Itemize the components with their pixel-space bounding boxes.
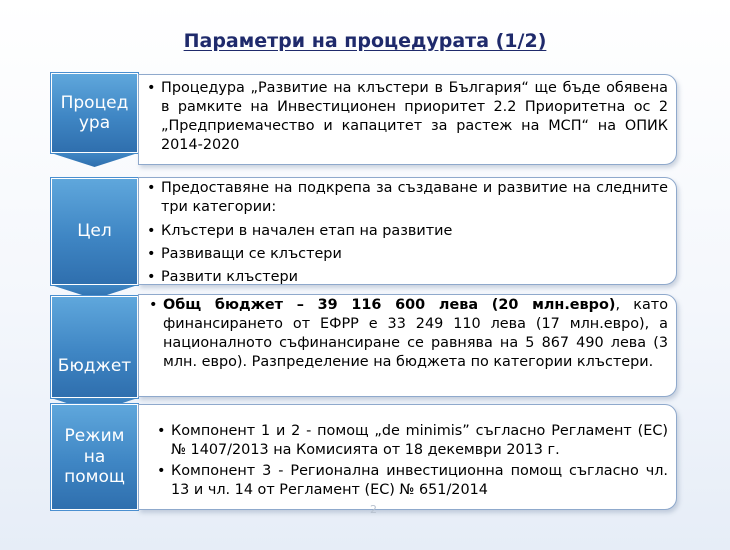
list-item: [147, 220, 668, 243]
list-item: [147, 266, 668, 289]
bullet-icon: •: [147, 269, 156, 285]
goal-text: Предоставяне на подкрепа за създаване и развитие на следните три категории:: [161, 180, 668, 215]
label-procedure-text: Процедура: [60, 92, 129, 133]
label-goal-text: Цел: [77, 221, 112, 242]
list-item: [149, 296, 668, 372]
goal-category: Развити клъстери: [161, 269, 298, 285]
aid-component-1-2: Компонент 1 и 2 - помощ „de minimis” съгласно Регламент (ЕС) № 1407/2013 на Комисията от 18 декември 2013 г.: [171, 423, 668, 458]
bullet-icon: •: [147, 180, 156, 196]
label-aid-regime-text: Режим на помощ: [64, 426, 125, 488]
chevron-procedure: [51, 153, 138, 167]
aid-component-3: Компонент 3 - Регионална инвестиционна помощ съгласно чл. 13 и чл. 14 от Регламент (ЕС) № 651/2014: [171, 463, 668, 498]
slide-title: Параметри на процедурата (1/2): [183, 30, 547, 52]
list-item: [157, 462, 668, 500]
label-budget-text: Бюджет: [57, 355, 132, 376]
list-item: [147, 179, 668, 217]
list-item: [147, 79, 668, 155]
label-aid-regime: [51, 404, 138, 510]
budget-text: , като финансирането от ЕФРР е 33 249 110 лева (17 млн.евро), а националното съфинансиране се равнява на 5 867 490 лева (3 млн. евро). Разпределение на бюджета по категории клъстери.: [163, 297, 668, 370]
content-procedure: [138, 74, 677, 165]
list-item: [157, 422, 668, 460]
bullet-icon: •: [147, 223, 156, 239]
list-item: [147, 243, 668, 266]
label-procedure: [51, 73, 138, 153]
label-goal: [51, 178, 138, 285]
page-number: 2: [370, 503, 377, 516]
bullet-icon: •: [157, 463, 166, 479]
content-budget: [138, 294, 677, 397]
goal-category: Клъстери в начален етап на развитие: [161, 223, 453, 239]
bullet-icon: •: [147, 246, 156, 262]
bullet-icon: •: [157, 423, 166, 439]
bullet-icon: •: [149, 297, 158, 313]
content-aid-regime: [138, 404, 677, 510]
label-budget: [51, 296, 138, 398]
procedure-text: Процедура „Развитие на клъстери в България“ ще бъде обявена в рамките на Инвестиционен приоритет 2.2 Приоритетна ос 2 „Предприемачество и капацитет за растеж на МСП“ на ОПИК 2014-2020: [161, 80, 668, 153]
content-goal: [138, 177, 677, 285]
budget-total: Общ бюджет – 39 116 600 лева (20 млн.евро): [163, 297, 616, 313]
bullet-icon: •: [147, 80, 156, 96]
goal-category: Развиващи се клъстери: [161, 246, 342, 262]
